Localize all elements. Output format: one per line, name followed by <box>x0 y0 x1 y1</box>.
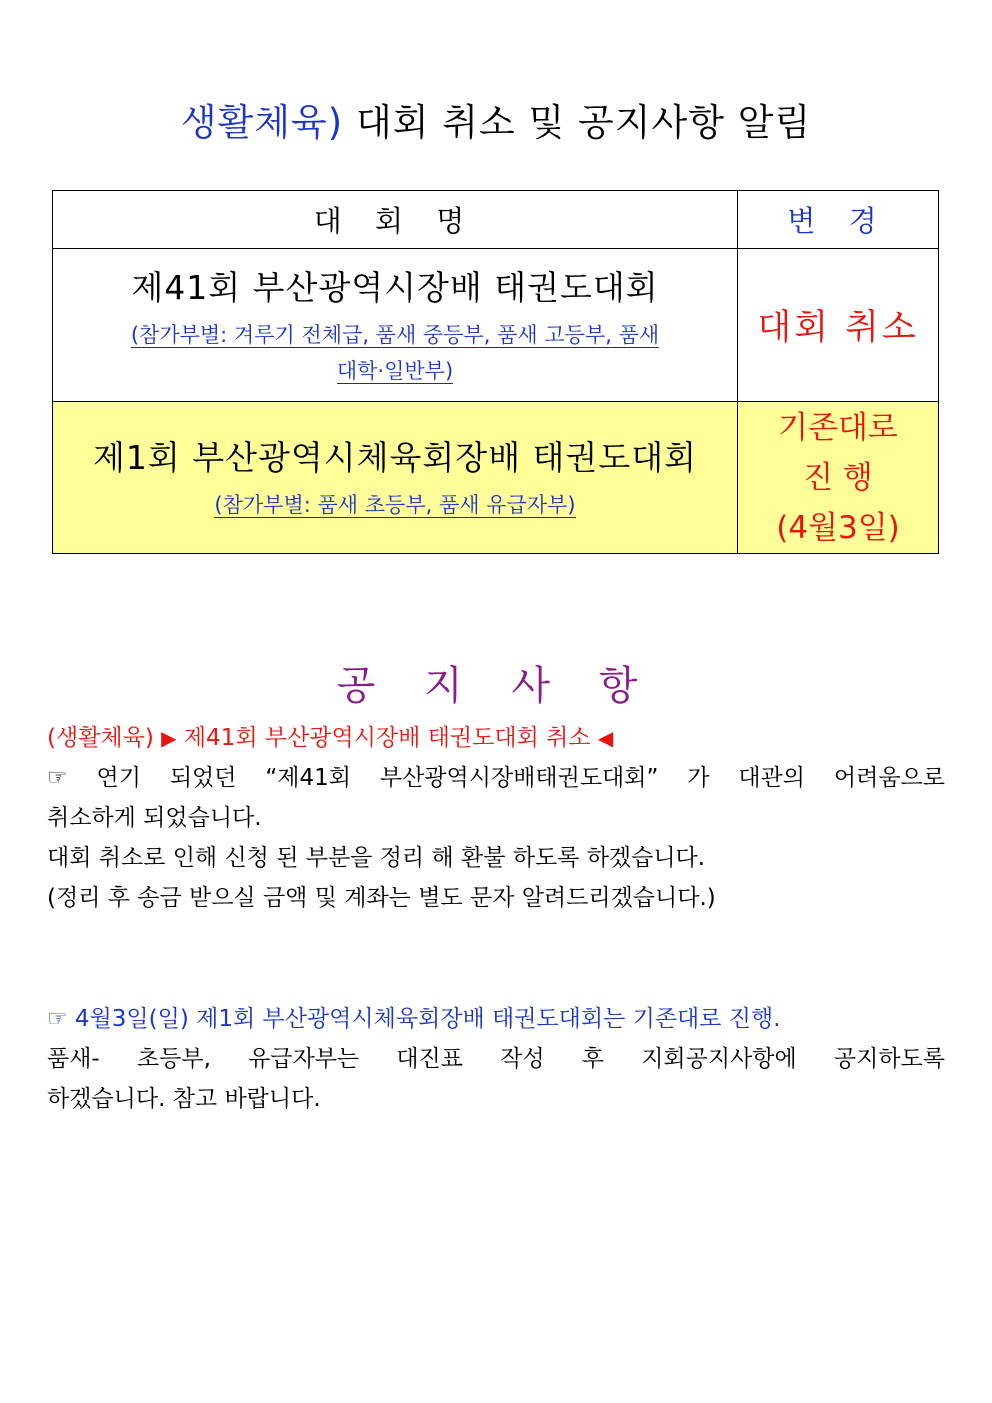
arrow-left-icon: ◀ <box>597 726 614 750</box>
title-rest: 대회 취소 및 공지사항 알림 <box>343 101 812 144</box>
para1-line4: (정리 후 송금 받으실 금액 및 계좌는 별도 문자 알려드리겠습니다.) <box>47 885 716 911</box>
event-divisions-line2: 대학·일반부) <box>336 358 454 383</box>
event-name: 제41회 부산광역시장배 태권도대회 <box>131 267 659 307</box>
status-cell <box>738 249 939 402</box>
event-divisions <box>53 317 737 389</box>
notice-section-cancel <box>47 718 945 918</box>
cancel-heading-text: 제41회 부산광역시장배 태권도대회 취소 <box>176 725 598 751</box>
status-line2: 진 행 <box>803 459 873 496</box>
event-cell <box>53 402 738 554</box>
event-cell <box>53 249 738 402</box>
notice-section-proceed <box>47 999 945 1119</box>
para2-line1: 품새- 초등부, 유급자부는 대진표 작성 후 지회공지사항에 공지하도록 <box>47 1046 945 1072</box>
status-line1: 기존대로 <box>778 409 898 446</box>
status-line3: (4월3일) <box>776 509 900 546</box>
table-row <box>53 402 939 554</box>
page-title <box>0 92 992 146</box>
event-divisions <box>53 487 737 523</box>
title-prefix: 생활체육) <box>180 101 344 144</box>
table-header-row <box>53 191 939 249</box>
proceed-heading: ☞ 4월3일(일) 제1회 부산광역시체육회장배 태권도대회는 기존대로 진행. <box>47 1006 781 1032</box>
status-cell <box>738 402 939 554</box>
table-row <box>53 249 939 402</box>
status-cancelled: 대회 취소 <box>757 308 919 348</box>
para1-line2: 취소하게 되었습니다. <box>47 805 262 831</box>
para1-line3: 대회 취소로 인해 신청 된 부분을 정리 해 환불 하도록 하겠습니다. <box>47 845 706 871</box>
events-table <box>52 190 939 554</box>
header-event-name: 대 회 명 <box>53 191 738 249</box>
header-change: 변 경 <box>738 191 939 249</box>
arrow-right-icon: ▶ <box>161 726 177 750</box>
event-name: 제1회 부산광역시체육회장배 태권도대회 <box>93 438 697 477</box>
cancel-heading <box>47 718 945 758</box>
cancel-heading-prefix: (생활체육) <box>47 725 162 751</box>
para1-line1: ☞ 연기 되었던 “제41회 부산광역시장배태권도대회” 가 대관의 어려움으로 <box>47 765 945 791</box>
para2-line2: 하겠습니다. 참고 바랍니다. <box>47 1086 321 1112</box>
notice-title: 공 지 사 항 <box>336 663 656 709</box>
event-divisions-line1: (참가부별: 겨루기 전체급, 품새 중등부, 품새 고등부, 품새 <box>130 322 660 347</box>
event-divisions-line1: (참가부별: 품새 초등부, 품새 유급자부) <box>214 493 576 517</box>
